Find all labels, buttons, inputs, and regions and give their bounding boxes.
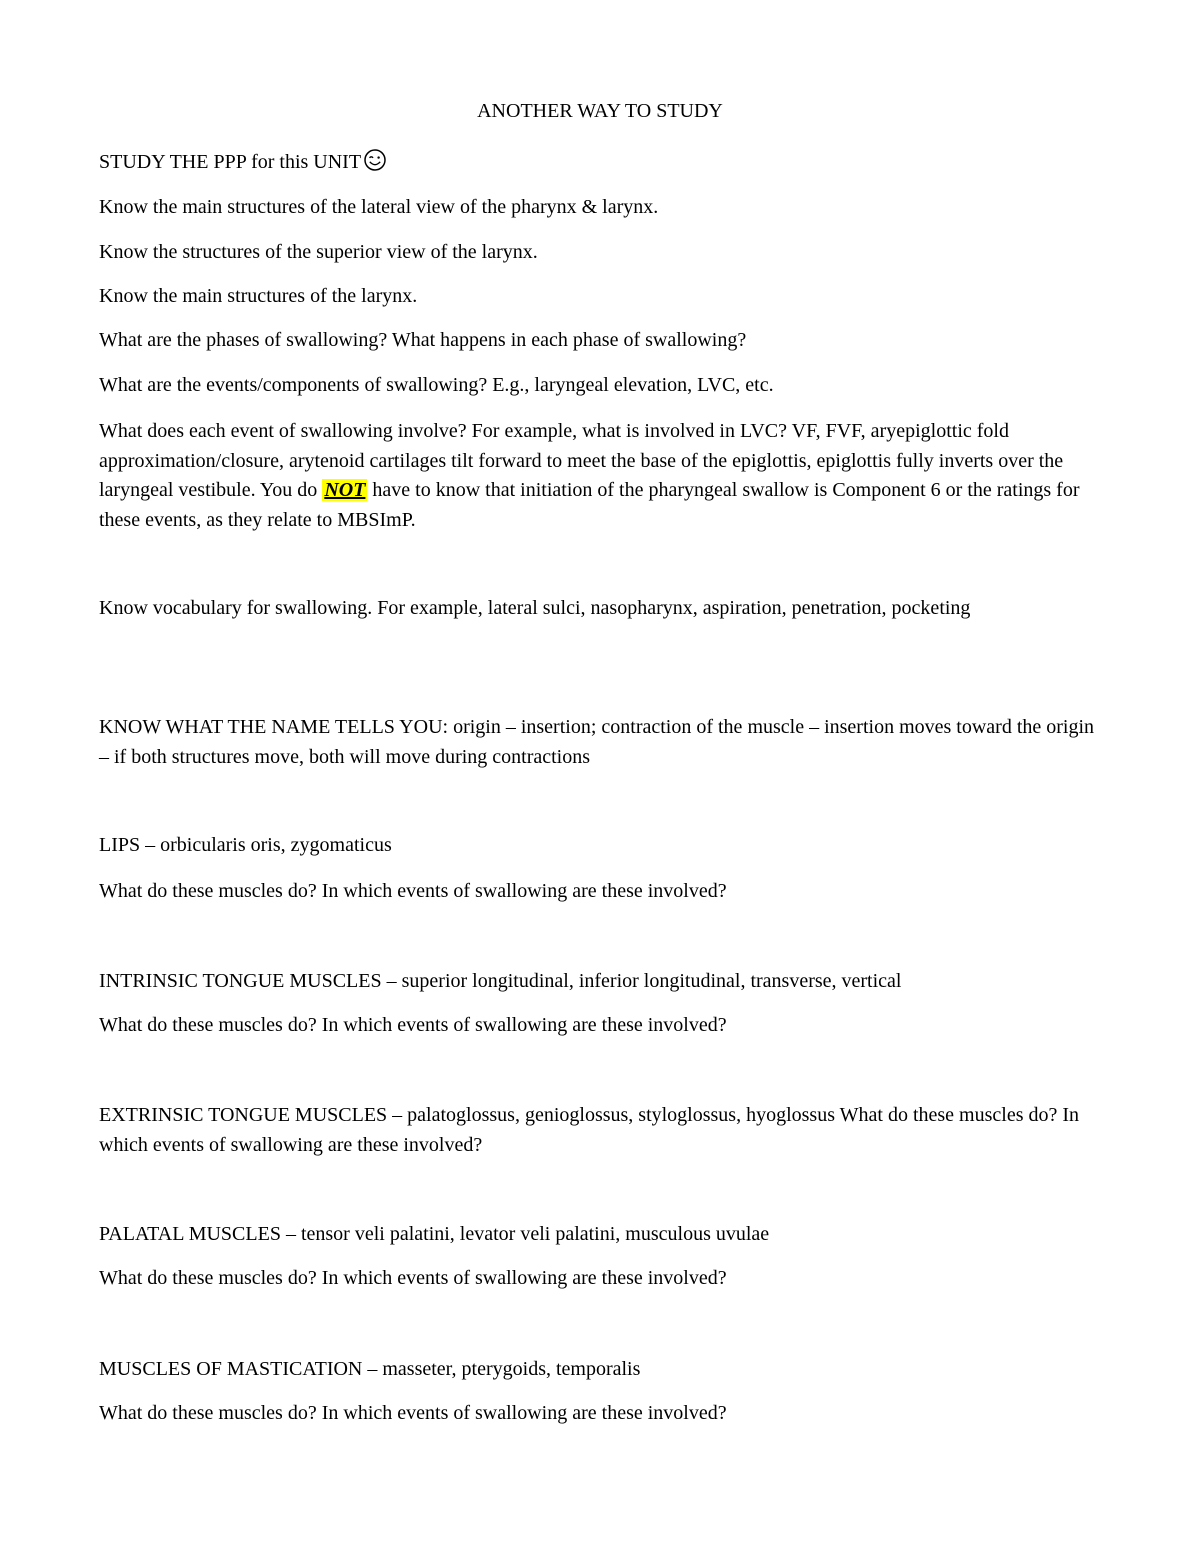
events-paragraph [99, 417, 1109, 535]
palatal-heading: PALATAL MUSCLES – tensor veli palatini, levator veli palatini, musculous uvulae [99, 1223, 770, 1245]
extrinsic-paragraph: EXTRINSIC TONGUE MUSCLES – palatoglossus, genioglossus, styloglossus, hyoglossus What do these muscles do? In which events of swallowing are these involved? [99, 1104, 1080, 1156]
intrinsic-heading: INTRINSIC TONGUE MUSCLES – superior longitudinal, inferior longitudinal, transverse, vertical [99, 970, 902, 992]
events-text-after: have to know that initiation of the pharyngeal swallow is Component 6 or the ratings for these events, as they relate to MBSImP. [99, 479, 1080, 531]
name-tells-paragraph: KNOW WHAT THE NAME TELLS YOU: origin – insertion; contraction of the muscle – insertion moves toward the origin – if both structures move, both will move during contractions [99, 716, 1095, 768]
study-ppp-text: STUDY THE PPP for this UNIT [99, 151, 362, 173]
mastication-question: What do these muscles do? In which events of swallowing are these involved? [99, 1402, 727, 1424]
lips-question: What do these muscles do? In which events of swallowing are these involved? [99, 880, 727, 902]
item-events: What are the events/components of swallowing? E.g., laryngeal elevation, LVC, etc. [99, 374, 774, 396]
smiley-face-icon [363, 148, 387, 182]
not-emphasis: NOT [324, 479, 366, 501]
lips-heading: LIPS – orbicularis oris, zygomaticus [99, 834, 392, 856]
mastication-heading: MUSCLES OF MASTICATION – masseter, pterygoids, temporalis [99, 1358, 641, 1380]
page-title: ANOTHER WAY TO STUDY [477, 100, 723, 122]
item-larynx-structures: Know the main structures of the larynx. [99, 285, 418, 307]
intrinsic-question: What do these muscles do? In which events of swallowing are these involved? [99, 1014, 727, 1036]
item-superior-view: Know the structures of the superior view of the larynx. [99, 241, 538, 263]
item-lateral-view: Know the main structures of the lateral view of the pharynx & larynx. [99, 196, 659, 218]
item-phases: What are the phases of swallowing? What happens in each phase of swallowing? [99, 329, 747, 351]
palatal-question: What do these muscles do? In which events of swallowing are these involved? [99, 1267, 727, 1289]
vocab-paragraph: Know vocabulary for swallowing. For example, lateral sulci, nasopharynx, aspiration, penetration, pocketing [99, 597, 971, 619]
events-text-before: What does each event of swallowing involve? For example, what is involved in LVC? VF, FVF, aryepiglottic fold approximation/closure, arytenoid cartilages tilt forward to meet the base of the epiglottis, epiglottis fully inverts over the laryngeal vestibule. You do [99, 420, 1064, 501]
study-ppp-line [99, 148, 1109, 182]
